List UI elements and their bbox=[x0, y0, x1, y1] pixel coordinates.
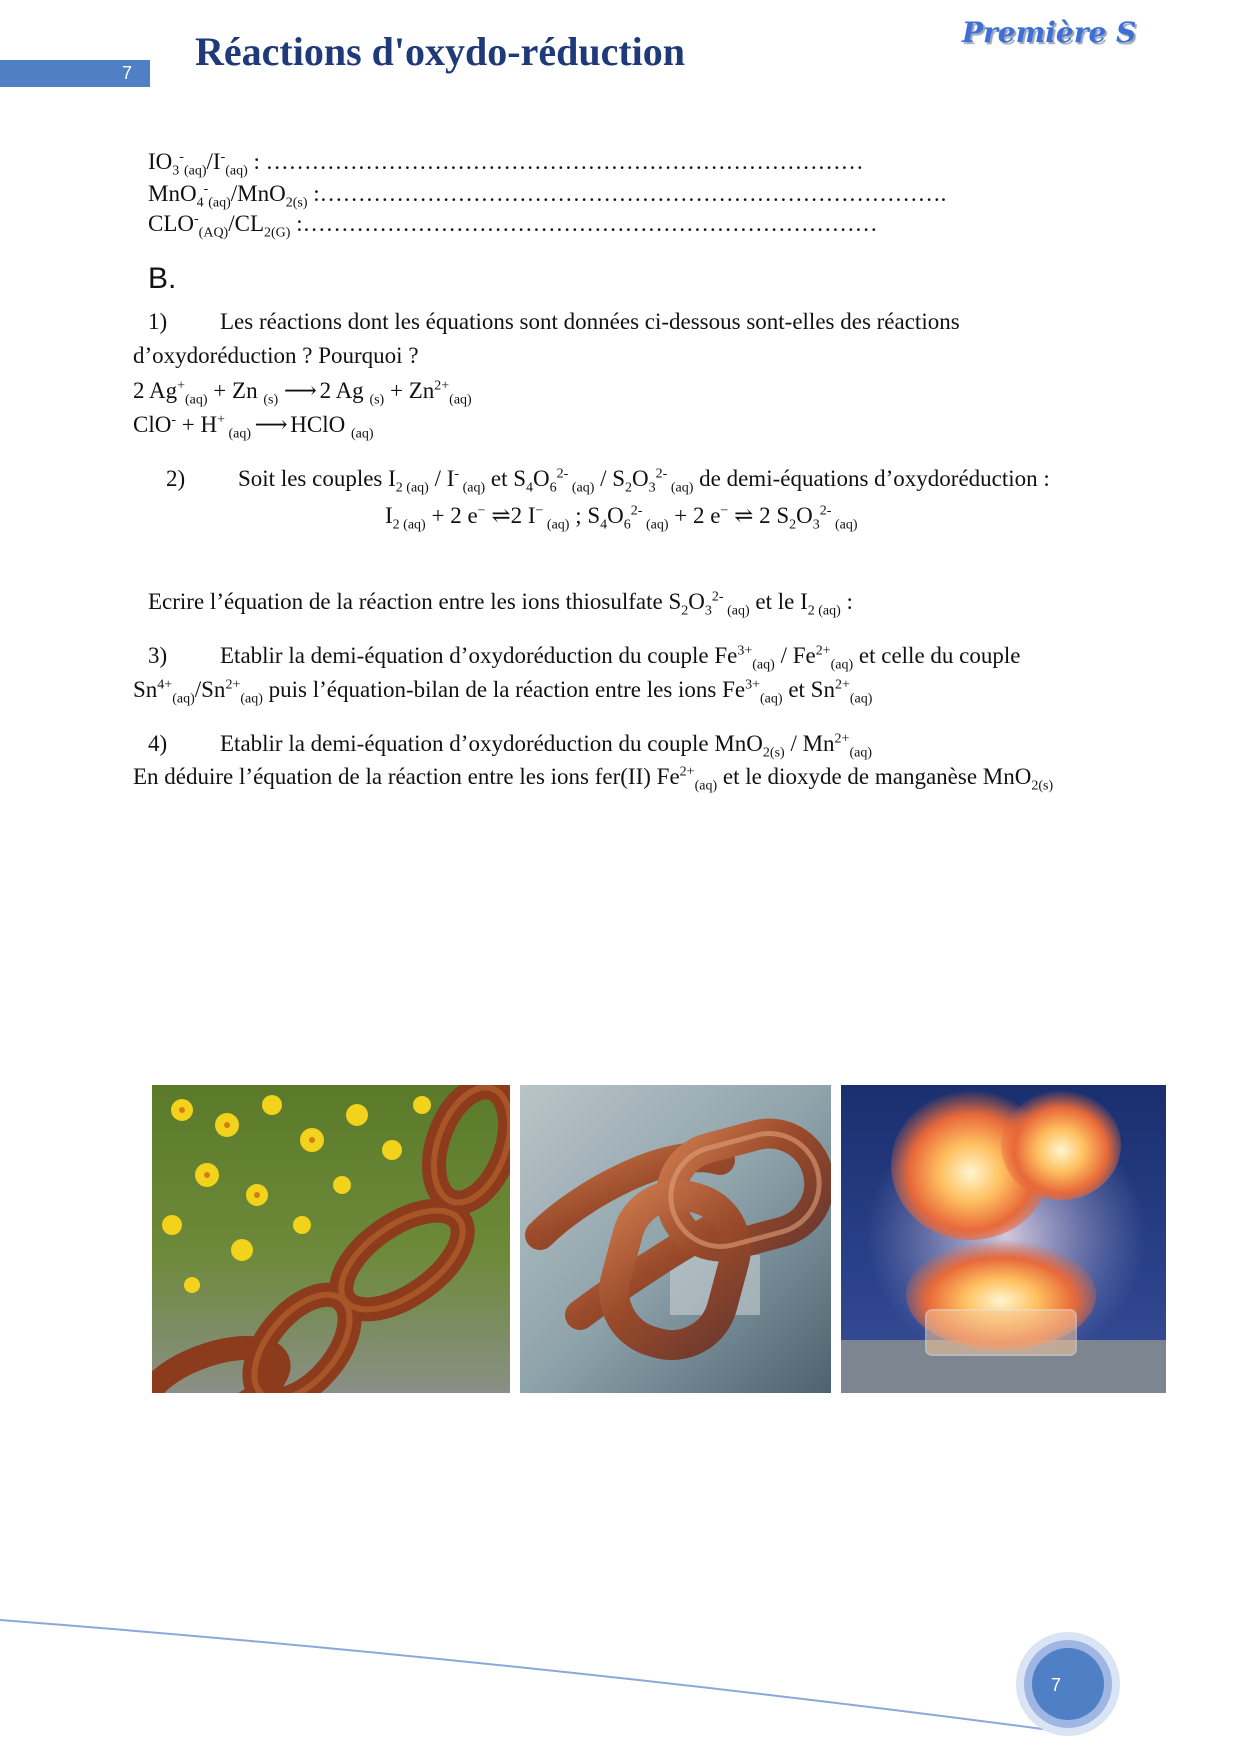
page-title: Réactions d'oxydo-réduction bbox=[195, 29, 685, 74]
photo-rusty-chain-links bbox=[520, 1085, 831, 1393]
half-equations: $I_2$ $_{(aq)}$ + 2 e− ⇌2 I− $_{(aq)}$ ; $S_4O_6^{2-}$ $_{(aq)}$ + 2 e− ⇌ 2 $S_2O_3^{2-}$ $_{(aq)}$ bbox=[385, 503, 858, 533]
question-4-line-2: En déduire l’équation de la réaction entre les ions fer(II) $Fe^{2+}_{(aq)}$ et le dioxyde de manganèse MnO$_{2(s)}$ bbox=[133, 764, 1054, 794]
equation-2: ClO- + H+ $_{(aq)}$ ⟶ HClO $_{(aq)}$ bbox=[133, 412, 374, 442]
photo-combustion-flame bbox=[841, 1085, 1166, 1393]
couple-line-1: $IO_3^-_{(aq)}/I^-_{(aq)}$ : …………………………………………………………………… bbox=[148, 149, 864, 179]
question-3-line-2: $Sn^{4+}_{(aq)}/Sn^{2+}_{(aq)}$ puis l’équation-bilan de la réaction entre les ions $Fe^{3+}_{(aq)}$ et $Sn^{2+}_{(aq)}$ bbox=[133, 677, 873, 707]
equation-1: 2 $Ag^+_{(aq)} + Zn$ $_{(s)}$ ⟶ 2 Ag $_{(s)} + Zn^{2+}_{(aq)}$ bbox=[133, 378, 472, 408]
question-2-write: Ecrire l’équation de la réaction entre les ions thiosulfate $S_2O_3^{2-}$ $_{(aq)}$ et le $I_2$ $_{(aq)}$ : bbox=[148, 589, 853, 619]
question-1-line-1: 1) Les réactions dont les équations sont données ci-dessous sont-elles des réactions bbox=[148, 309, 960, 334]
section-b-label: B. bbox=[148, 262, 177, 295]
question-1-line-2: d’oxydoréduction ? Pourquoi ? bbox=[133, 343, 419, 368]
question-3-line-1: 3) Etablir la demi-équation d’oxydoréduction du couple $Fe^{3+}_{(aq)} / Fe^{2+}_{(aq)}$ et celle du couple bbox=[148, 643, 1021, 673]
reaction-arrow-icon: ⟶ bbox=[283, 378, 314, 403]
photo-rusty-chain-flowers bbox=[152, 1085, 510, 1393]
brand-logo: Première S bbox=[962, 16, 1137, 49]
reaction-arrow-icon: ⟶ bbox=[254, 412, 285, 437]
couple-line-3: $CLO^-_{(AQ)}/CL_{2(G)}$ :………………………………………………………………… bbox=[148, 211, 878, 241]
header-page-number: 7 bbox=[122, 63, 133, 83]
page-number-badge: 7 bbox=[1051, 1675, 1062, 1695]
question-4-line-1: 4) Etablir la demi-équation d’oxydoréduction du couple $MnO_{2(s)} / Mn^{2+}_{(aq)}$ bbox=[148, 731, 872, 761]
question-2-line-1: 2) Soit les couples $I_2$ $_{(aq)}$ / I- $_{(aq)}$ et $S_4O_6^{2-}$ $_{(aq)} / S_2O_3^{2-}$ $_{(aq)}$ de demi-équations d’oxydoréduction : bbox=[166, 466, 1050, 496]
couple-line-2: MnO$_4$-$_{(aq)}$/MnO$_{2(s)}$ :………………………………………………………………………. bbox=[148, 181, 947, 211]
